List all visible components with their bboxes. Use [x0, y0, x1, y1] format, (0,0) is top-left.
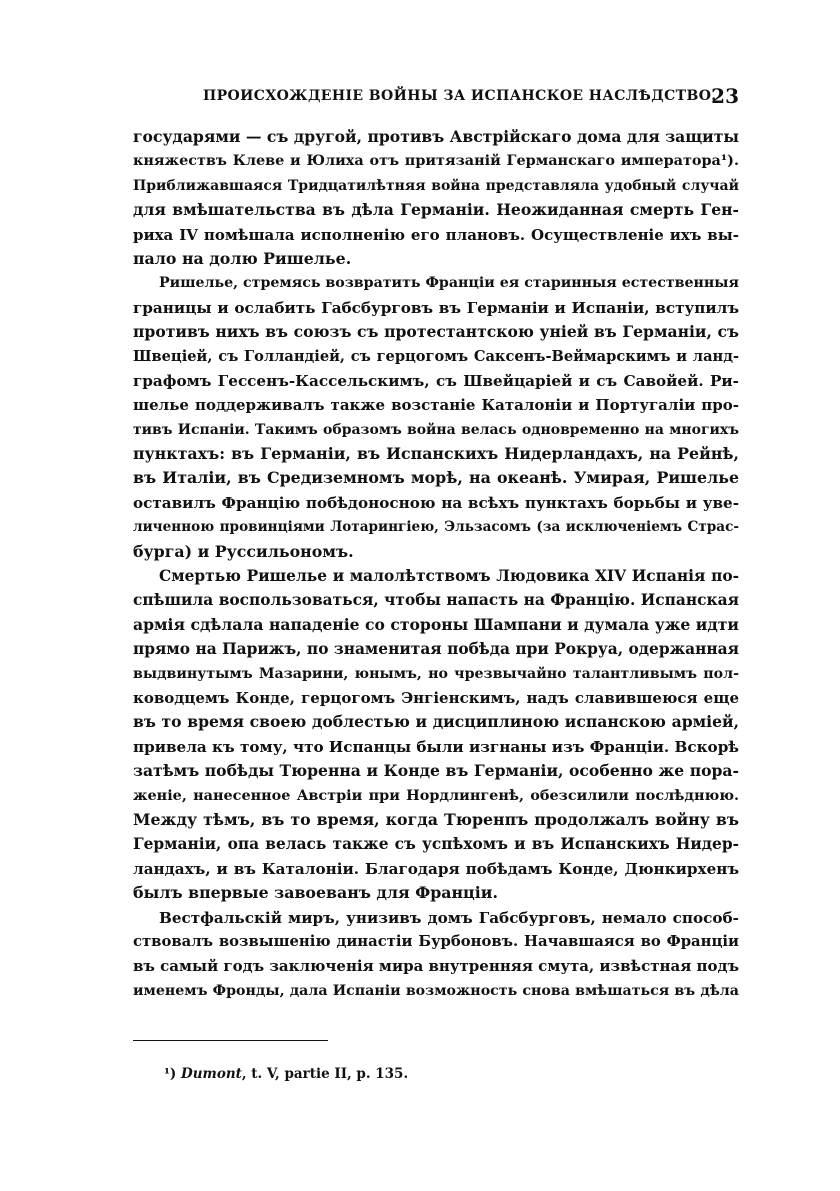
text-line: пало на долю Ришелье. — [133, 248, 352, 268]
text-line: прямо на Парижъ, по знаменитая побѣда при Рокруа, одержанная — [133, 640, 739, 659]
text-line: риха IV помѣшала исполненію его плановъ. Осуществленіе ихъ вы- — [133, 225, 739, 244]
text-line: пунктахъ: въ Германіи, въ Испанскихъ Нидерландахъ, на Рейнѣ, — [133, 444, 739, 464]
text-line: оставилъ Францію побѣдоносною на всѣхъ пунктахъ борьбы и уве- — [133, 493, 739, 512]
text-line: спѣшила воспользоваться, чтобы напасть на Францію. Испанская — [133, 591, 739, 610]
text-line: выдвинутымъ Мазарини, юнымъ, но чрезвычайно талантливымъ пол- — [133, 665, 739, 682]
text-line: въ самый годъ заключенія мира внутренняя смута, извѣстная подъ — [133, 957, 739, 976]
footnote-rule — [133, 1040, 328, 1041]
text-line: ствовалъ возвышенію династіи Бурбоновъ. Начавшаяся во Франціи — [133, 932, 739, 950]
text-line: ководцемъ Конде, герцогомъ Энгіенскимъ, надъ славившеюся еще — [133, 688, 739, 707]
text-line: Германіи, опа велась также съ успѣхомъ и въ Испанскихъ Нидер- — [133, 835, 739, 854]
text-line: именемъ Фронды, дала Испаніи возможность снова вмѣшаться въ дѣла — [133, 982, 739, 999]
text-line: тивъ Испаніи. Такимъ образомъ война велась одновременно на многихъ — [133, 421, 739, 438]
text-line: для вмѣшательства въ дѣла Германіи. Неожиданная смерть Ген- — [133, 200, 739, 220]
text-line: Смертью Ришелье и малолѣтствомъ Людовика XIV Испанія по- — [159, 567, 739, 586]
text-line: Между тѣмъ, въ то время, когда Тюренпъ продолжалъ войну въ — [133, 809, 739, 829]
footnote-marker: ¹) — [164, 1066, 177, 1082]
footnote-author: Dumont — [181, 1066, 242, 1082]
running-title: ПРОИСХОЖДЕНІЕ ВОЙНЫ ЗА ИСПАНСКОЕ НАСЛѢДСТВО. — [203, 88, 717, 104]
text-line: бурга) и Руссильономъ. — [133, 541, 354, 561]
text-line: Вестфальскій миръ, унизивъ домъ Габсбурговъ, немало способ- — [159, 908, 739, 927]
text-line: Приближавшаяся Тридцатилѣтняя война представляла удобный случай — [133, 177, 739, 194]
text-line: армія сдѣлала нападеніе со стороны Шампани и думала уже идти — [133, 614, 739, 634]
text-line: привела къ тому, что Испанцы были изгнаны изъ Франціи. Вскорѣ — [133, 737, 739, 756]
text-line: княжествъ Клеве и Юлиха отъ притязаній Германскаго императора¹). — [133, 152, 739, 170]
body-text — [133, 125, 739, 1003]
text-line: въ Италіи, въ Средиземномъ морѣ, на океанѣ. Умирая, Ришелье — [133, 468, 739, 488]
footnote-citation: , t. V, partie II, p. 135. — [241, 1066, 409, 1082]
text-line: личенною провинціями Лотарингіею, Эльзасомъ (за исключеніемъ Страс- — [133, 519, 739, 536]
text-line: границы и ослабить Габсбурговъ въ Германіи и Испаніи, вступилъ — [133, 298, 739, 317]
page-header — [133, 86, 739, 110]
footnote — [164, 1066, 408, 1082]
text-line: ландахъ, и въ Каталоніи. Благодаря побѣдамъ Конде, Дюнкирхенъ — [133, 859, 739, 878]
text-line: Ришелье, стремясь возвратить Франціи ея старинныя естественныя — [159, 275, 739, 292]
text-line: затѣмъ побѣды Тюренна и Конде въ Германіи, особенно же пора- — [133, 761, 739, 781]
text-line: противъ нихъ въ союзъ съ протестантскою уніей въ Германіи, съ — [133, 322, 739, 342]
text-line: женіе, нанесенное Австріи при Нордлингенѣ, обезсилили послѣднюю. — [133, 786, 739, 804]
text-line: въ то время своею доблестью и дисциплиною испанскою арміей, — [133, 712, 739, 732]
text-line: былъ впервые завоеванъ для Франціи. — [133, 883, 498, 903]
text-line: государями — съ другой, противъ Австрійскаго дома для защиты — [133, 127, 739, 146]
text-line: Швеціей, съ Голландіей, съ герцогомъ Саксенъ-Веймарскимъ и ланд- — [133, 347, 739, 365]
text-line: шелье поддерживалъ также возстаніе Каталоніи и Португаліи про- — [133, 396, 739, 415]
page-number: 23 — [711, 84, 739, 108]
text-line: графомъ Гессенъ-Кассельскимъ, съ Швейцаріей и съ Савойей. Ри- — [133, 371, 739, 390]
